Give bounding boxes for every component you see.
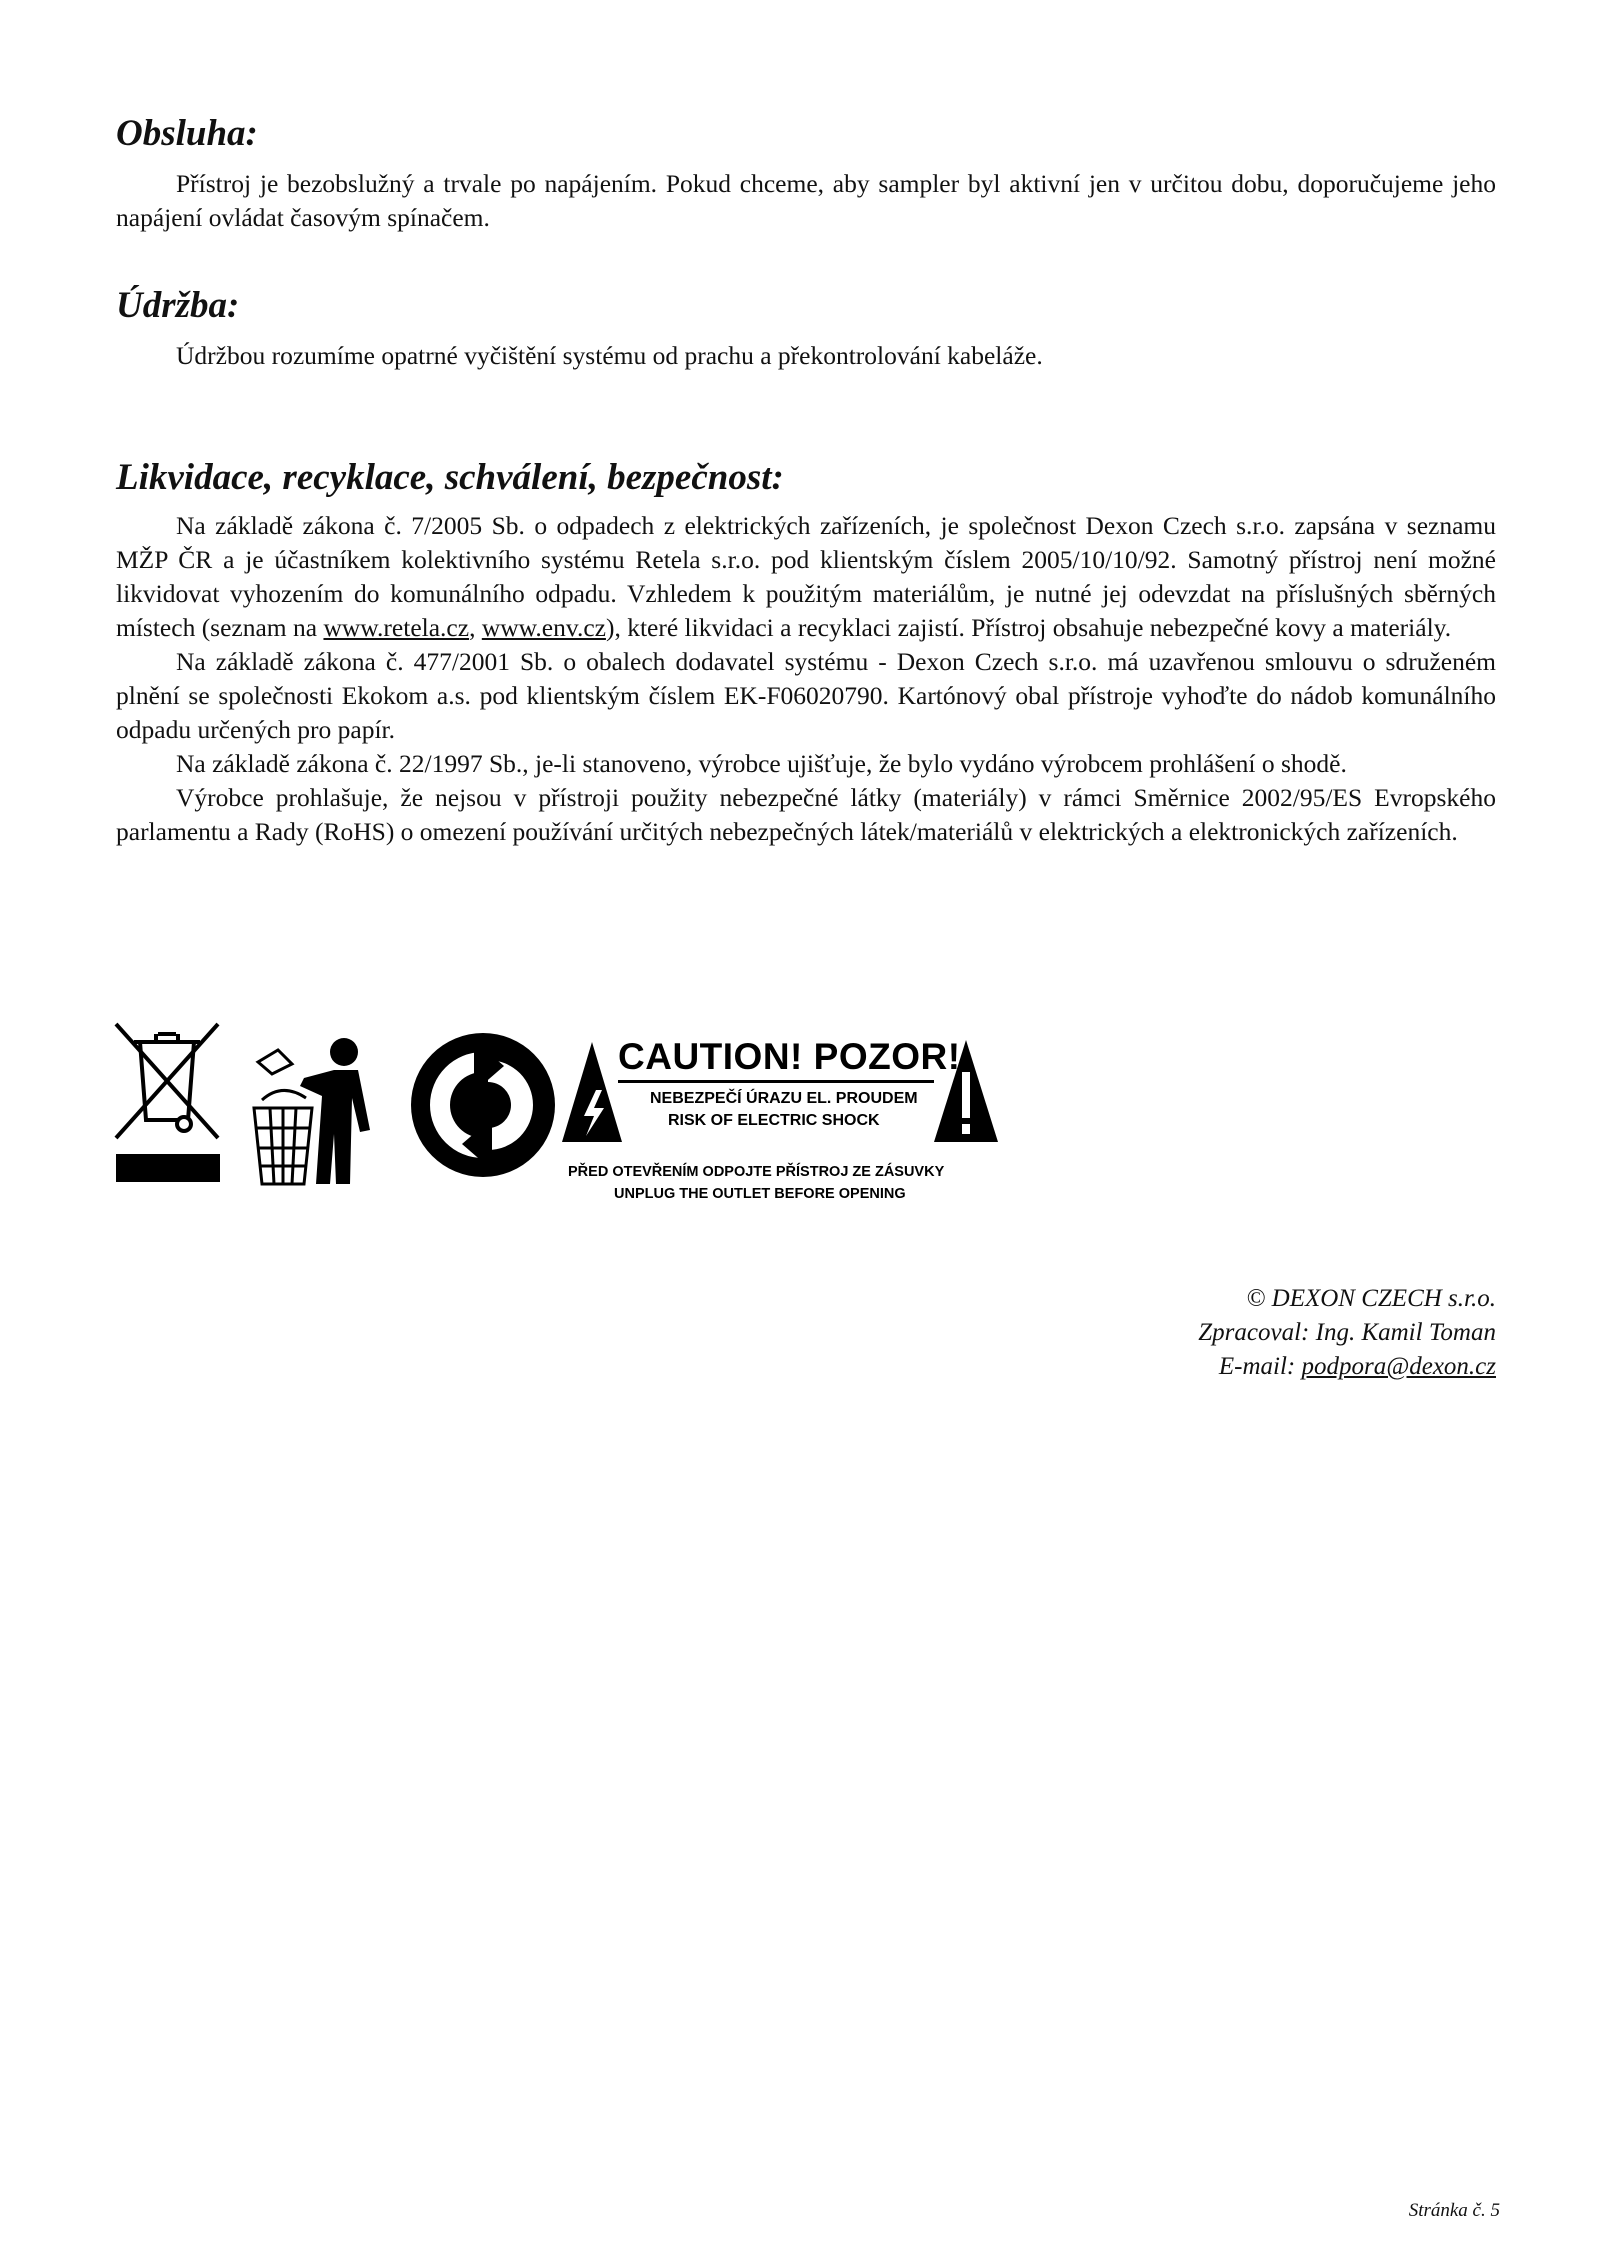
caution-line: NEBEZPEČÍ ÚRAZU EL. PROUDEM xyxy=(650,1090,918,1107)
paragraph-text: Na základě zákona č. 7/2005 Sb. o odpadech z elektrických zařízeních, je společnost Dexon Czech s.r.o. zapsána v seznamu MŽP ČR a je účastníkem kolektivního systému Retela s.r.o. pod klientským číslem 2005/10/10/92. Samotný přístroj není možné likvidovat vyhozením do komunálního odpadu. Vzhledem k použitým materiálům, je nutné jej odevzdat na příslušných sběrných místech (seznam na xyxy=(116,510,1496,642)
green-dot-recycle-icon xyxy=(408,1030,558,1180)
caution-line: RISK OF ELECTRIC SHOCK xyxy=(668,1112,880,1129)
section-likvidace xyxy=(116,458,1496,849)
section-heading: Likvidace, recyklace, schválení, bezpečnost: xyxy=(116,457,784,498)
caution-line: PŘED OTEVŘENÍM ODPOJTE PŘÍSTROJ ZE ZÁSUVKY xyxy=(568,1164,945,1180)
section-paragraph: Údržbou rozumíme opatrné vyčištění systému od prachu a překontrolování kabeláže. xyxy=(176,340,1043,370)
caution-title: CAUTION! POZOR! xyxy=(618,1036,961,1077)
retela-link[interactable]: www.retela.cz xyxy=(323,612,470,642)
email-link[interactable]: podpora@dexon.cz xyxy=(1301,1353,1496,1380)
tidyman-litter-icon xyxy=(248,1034,384,1192)
section-paragraph: Výrobce prohlašuje, že nejsou v přístroji použity nebezpečné látky (materiály) v rámci Směrnice 2002/95/ES Evropského parlamentu a Rady (RoHS) o omezení používání určitých nebezpečných látek/materiálů v elektrických a elektronických zařízeních. xyxy=(116,782,1496,846)
email-label: E-mail: xyxy=(1218,1353,1302,1380)
paragraph-text: ), které likvidaci a recyklaci zajistí. Přístroj obsahuje nebezpečné kovy a materiály. xyxy=(605,612,1452,642)
section-obsluha xyxy=(116,114,1496,235)
paragraph-text: , xyxy=(469,612,482,642)
section-paragraph: Na základě zákona č. 477/2001 Sb. o obalech dodavatel systému - Dexon Czech s.r.o. má uzavřenou smlouvu o sdruženém plnění se společnosti Ekokom a.s. pod klientským číslem EK-F06020790. Kartónový obal přístroje vyhoďte do nádob komunálního odpadu určených pro papír. xyxy=(116,646,1496,744)
footer-credits xyxy=(1198,1282,1496,1384)
section-heading: Obsluha: xyxy=(116,113,258,154)
email-line xyxy=(1198,1350,1496,1384)
author-line: Zpracoval: Ing. Kamil Toman xyxy=(1198,1319,1496,1346)
compliance-icons xyxy=(112,1020,992,1200)
section-heading: Údržba: xyxy=(116,285,240,326)
section-paragraph: Přístroj je bezobslužný a trvale po napájením. Pokud chceme, aby sampler byl aktivní jen v určitou dobu, doporučujeme jeho napájení ovládat časovým spínačem. xyxy=(116,168,1496,232)
section-udrzba xyxy=(116,286,1496,373)
weee-crossed-bin-icon xyxy=(112,1020,222,1192)
section-paragraph xyxy=(116,509,1496,645)
caution-line: UNPLUG THE OUTLET BEFORE OPENING xyxy=(614,1186,906,1202)
caution-label xyxy=(558,1032,998,1210)
env-link[interactable]: www.env.cz xyxy=(481,612,606,642)
section-paragraph: Na základě zákona č. 22/1997 Sb., je-li stanoveno, výrobce ujišťuje, že bylo vydáno výrobcem prohlášení o shodě. xyxy=(176,748,1347,778)
page-number: Stránka č. 5 xyxy=(1408,2200,1500,2221)
company-name: © DEXON CZECH s.r.o. xyxy=(1246,1285,1496,1312)
